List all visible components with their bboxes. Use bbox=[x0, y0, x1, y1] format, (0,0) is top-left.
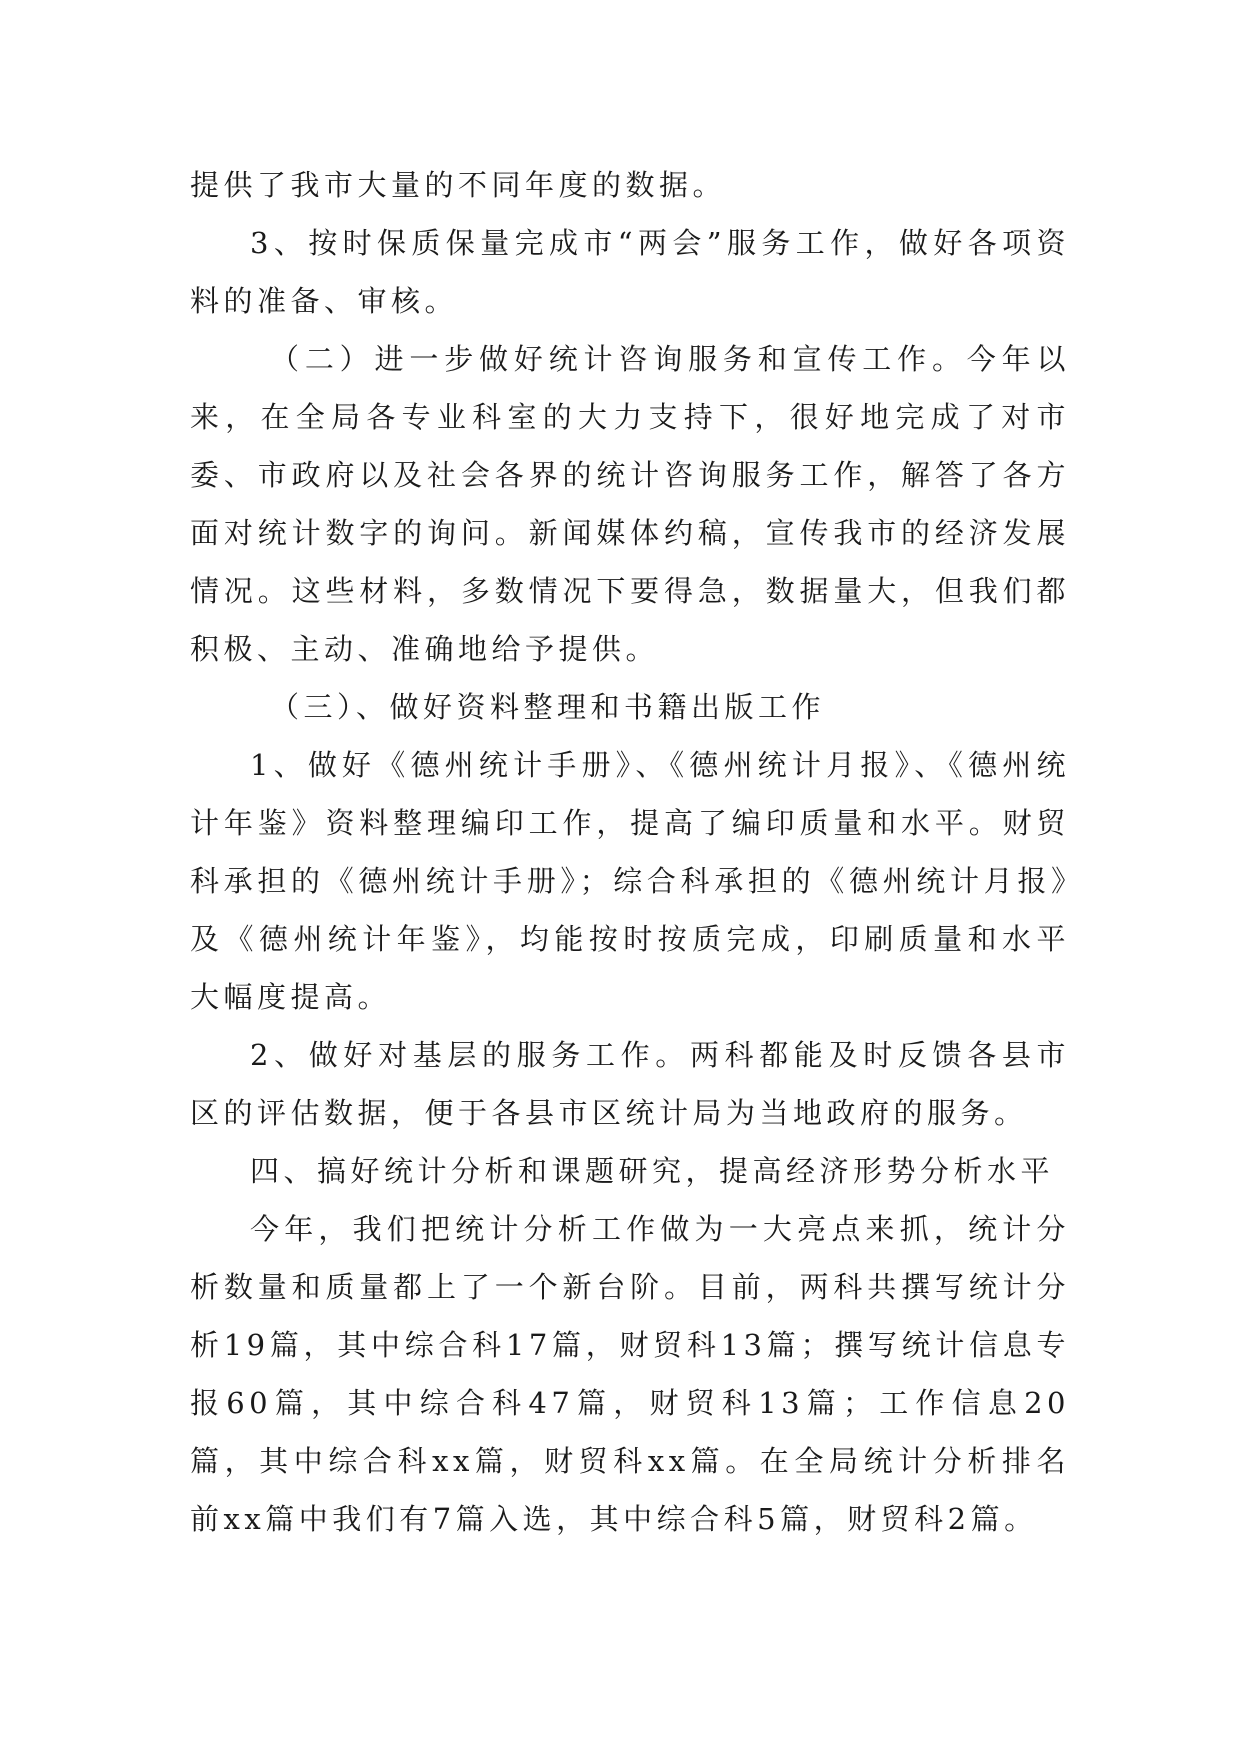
paragraph-grassroots-service: 2、做好对基层的服务工作。两科都能及时反馈各县市区的评估数据，便于各县市区统计局为当地政府的服务。 bbox=[190, 1038, 1070, 1130]
paragraph-data-provided: 提供了我市大量的不同年度的数据。 bbox=[190, 168, 727, 202]
paragraph-yearbook-compilation: 1、做好《德州统计手册》、《德州统计月报》、《德州统计年鉴》资料整理编印工作，提高了编印质量和水平。财贸科承担的《德州统计手册》；综合科承担的《德州统计月报》及《德州统计年鉴》，均能按时按质完成，印刷质量和水平大幅度提高。 bbox=[190, 748, 1070, 1014]
paragraph-consulting-publicity: （二）进一步做好统计咨询服务和宣传工作。今年以来，在全局各专业科室的大力支持下，很好地完成了对市委、市政府以及社会各界的统计咨询服务工作，解答了各方面对统计数字的询问。新闻媒体约稿，宣传我市的经济发展情况。这些材料，多数情况下要得急，数据量大，但我们都积极、主动、准确地给予提供。 bbox=[190, 342, 1070, 666]
paragraph-two-sessions-service: 3、按时保质保量完成市“两会”服务工作，做好各项资料的准备、审核。 bbox=[190, 226, 1070, 318]
section-heading-statistical-analysis: 四、搞好统计分析和课题研究，提高经济形势分析水平 bbox=[250, 1154, 1055, 1188]
section-heading-publishing: （三）、做好资料整理和书籍出版工作 bbox=[270, 690, 826, 724]
paragraph-analysis-results: 今年，我们把统计分析工作做为一大亮点来抓，统计分析数量和质量都上了一个新台阶。目前，两科共撰写统计分析19篇，其中综合科17篇，财贸科13篇；撰写统计信息专报60篇，其中综合科47篇，财贸科13篇；工作信息20篇，其中综合科xx篇，财贸科xx篇。在全局统计分析排名前xx篇中我们有7篇入选，其中综合科5篇，财贸科2篇。 bbox=[190, 1212, 1070, 1536]
document-body bbox=[190, 156, 1070, 1548]
